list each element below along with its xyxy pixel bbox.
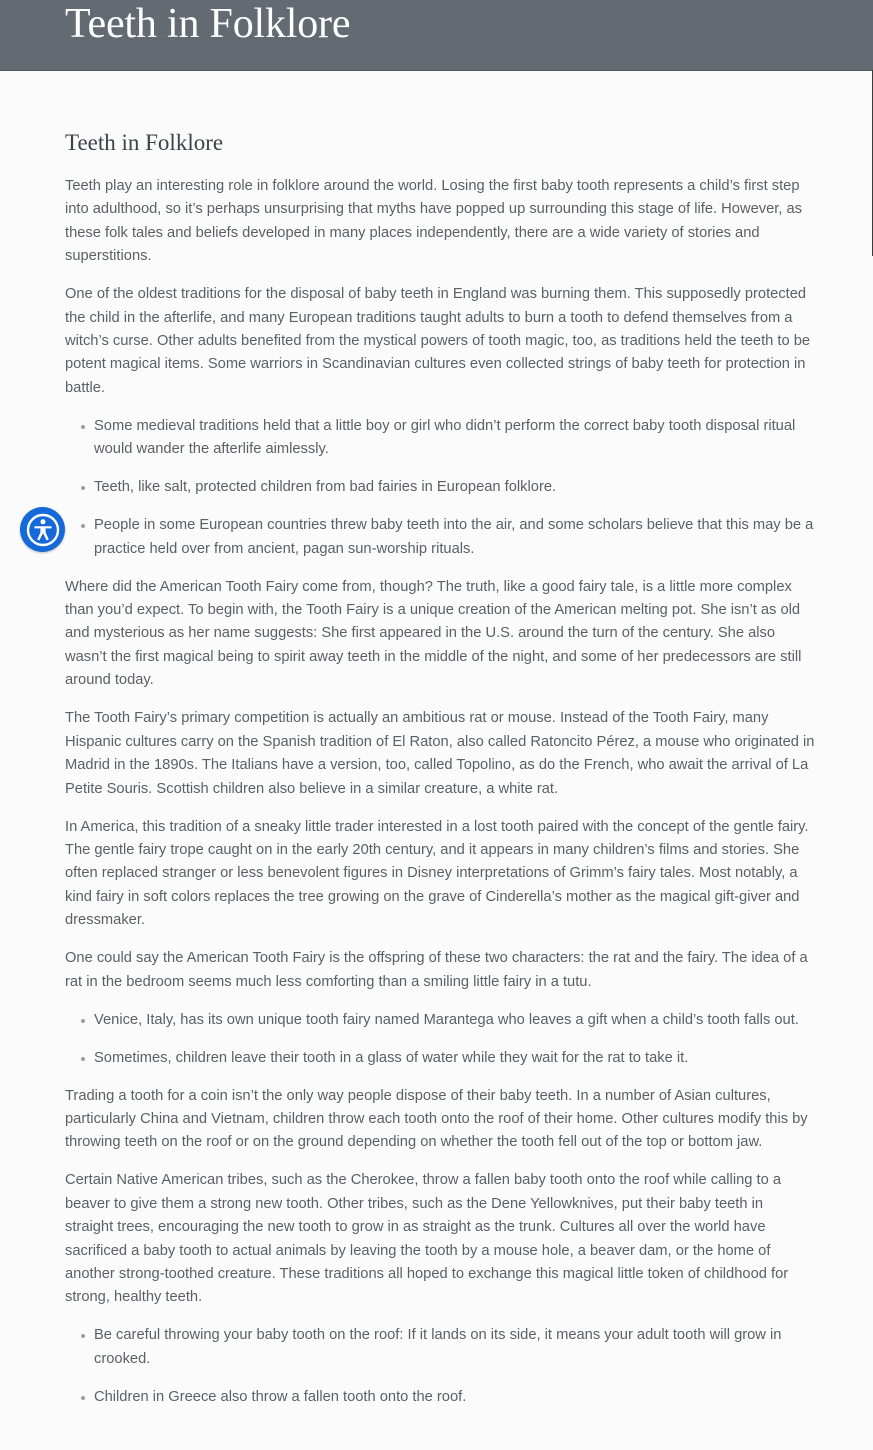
page-title: Teeth in Folklore xyxy=(65,1,351,47)
bullet-list xyxy=(65,1009,815,1070)
list-item: Venice, Italy, has its own unique tooth fairy named Marantega who leaves a gift when a child’s tooth falls out. xyxy=(94,1009,815,1032)
article-paragraph: In America, this tradition of a sneaky little trader interested in a lost tooth paired with the concept of the gentle fairy. The gentle fairy trope caught on in the early 20th century, and it appears in many children’s films and stories. She often replaced stranger or less benevolent figures in Disney interpretations of Grimm’s fairy tales. Most notably, a kind fairy in soft colors replaces the tree growing on the grave of Cinderella’s mother as the magical gift-giver and dressmaker. xyxy=(65,818,809,929)
list-item: Children in Greece also throw a fallen tooth onto the roof. xyxy=(94,1386,815,1409)
list-item: People in some European countries threw baby teeth into the air, and some scholars believe that this may be a practice held over from ancient, pagan sun-worship rituals. xyxy=(94,514,815,561)
bullet-list xyxy=(65,1324,815,1409)
article-paragraph: Certain Native American tribes, such as the Cherokee, throw a fallen baby tooth onto the roof while calling to a beaver to give them a strong new tooth. Other tribes, such as the Dene Yellowknives, put their baby teeth in straight trees, encouraging the new tooth to grow in as straight as the trunk. Cultures all over the world have sacrificed a baby tooth to actual animals by leaving the tooth by a mouse hole, a beaver dam, or the home of another strong-toothed creature. These traditions all hoped to exchange this magical little token of childhood for strong, healthy teeth. xyxy=(65,1172,789,1306)
article-paragraph: One of the oldest traditions for the disposal of baby teeth in England was burning them. This supposedly protected the child in the afterlife, and many European traditions taught adults to burn a tooth to defend themselves from a witch’s curse. Other adults benefited from the mystical powers of tooth magic, too, as traditions held the teeth to be potent magical items. Some warriors in Scandinavian cultures even collected strings of baby teeth for protection in battle. xyxy=(65,286,811,396)
list-item: Some medieval traditions held that a little boy or girl who didn’t perform the correct baby tooth disposal ritual would wander the afterlife aimlessly. xyxy=(94,415,815,462)
accessibility-icon xyxy=(25,512,61,548)
list-item: Sometimes, children leave their tooth in a glass of water while they wait for the rat to take it. xyxy=(94,1047,815,1070)
list-item: Be careful throwing your baby tooth on the roof: If it lands on its side, it means your adult tooth will grow in crooked. xyxy=(94,1324,815,1371)
article-paragraph: Where did the American Tooth Fairy come from, though? The truth, like a good fairy tale, is a little more complex than you’d expect. To begin with, the Tooth Fairy is a unique creation of the American melting pot. She isn’t as old and mysterious as her name suggests: She first appeared in the U.S. around the turn of the century. She also wasn’t the first magical being to spirit away teeth in the middle of the night, and some of her predecessors are still around today. xyxy=(65,578,802,689)
article-paragraph: The Tooth Fairy’s primary competition is actually an ambitious rat or mouse. Instead of the Tooth Fairy, many Hispanic cultures carry on the Spanish tradition of El Raton, also called Ratoncito Pérez, a mouse who originated in Madrid in the 1890s. The Italians have a version, too, called Topolino, as do the French, who await the arrival of La Petite Souris. Scottish children also believe in a similar creature, a white rat. xyxy=(65,710,815,797)
article-paragraph: Teeth play an interesting role in folklore around the world. Losing the first baby tooth represents a child’s first step into adulthood, so it’s perhaps unsurprising that myths have popped up surrounding this stage of life. However, as these folk tales and beliefs developed in many places independently, there are a wide variety of stories and superstitions. xyxy=(65,178,802,265)
article-paragraph: One could say the American Tooth Fairy is the offspring of these two characters: the rat and the fairy. The idea of a rat in the bedroom seems much less comforting than a smiling little fairy in a tutu. xyxy=(65,950,808,990)
article-paragraph: Trading a tooth for a coin isn’t the only way people dispose of their baby teeth. In a number of Asian cultures, particularly China and Vietnam, children throw each tooth onto the roof of their home. Other cultures modify this by throwing teeth on the roof or on the ground depending on whether the tooth fell out of the top or bottom jaw. xyxy=(65,1087,808,1151)
list-item: Teeth, like salt, protected children from bad fairies in European folklore. xyxy=(94,476,815,499)
section-title: Teeth in Folklore xyxy=(65,130,224,155)
page-header xyxy=(0,0,873,71)
bullet-list xyxy=(65,415,815,561)
accessibility-button[interactable] xyxy=(20,507,65,552)
article-content xyxy=(65,126,815,1424)
